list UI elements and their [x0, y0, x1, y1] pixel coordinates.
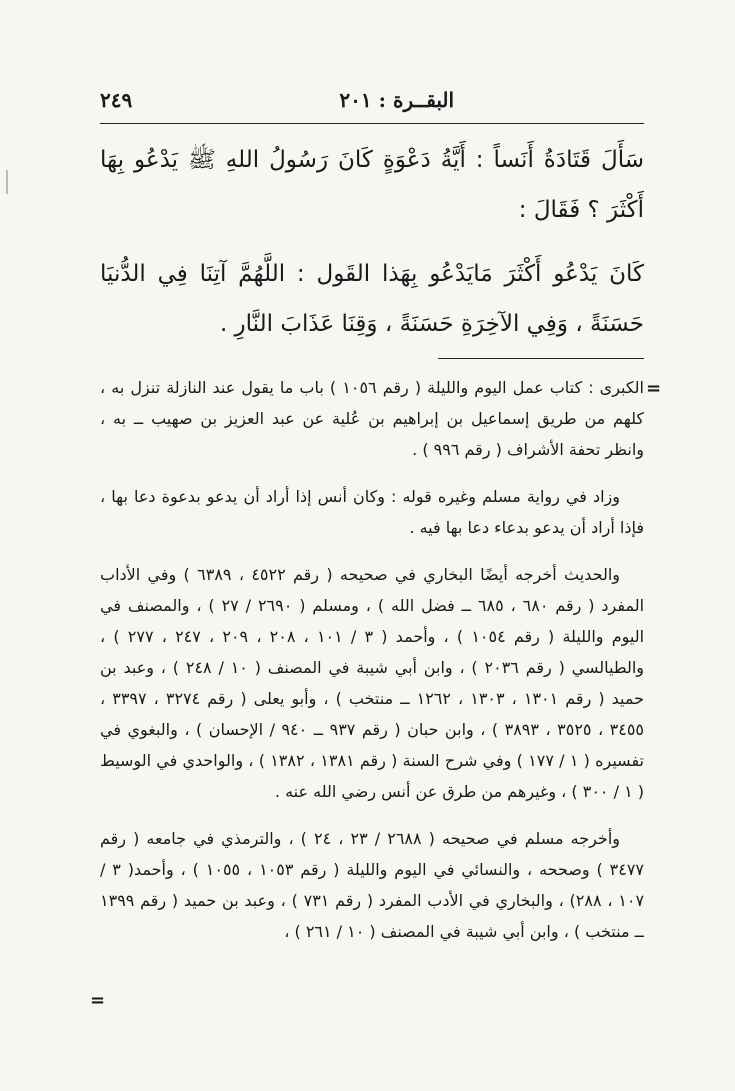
footnotes: [100, 372, 644, 963]
running-title: البقــرة : ٢٠١: [339, 88, 454, 112]
footnote-paragraph: وأخرجه مسلم في صحيحه ( ٢٦٨٨ / ٢٣ ، ٢٤ ) ، والترمذي في جامعه ( رقم ٣٤٧٧ ) وصححه ، والنسائي في اليوم والليلة ( رقم ١٠٥٣ ، ١٠٥٥ ) ، وأحمد( ٣ / ١٠٧ ، ٢٨٨) ، والبخاري في الأدب المفرد ( رقم ٧٣١ ) ، وعبد بن حميد ( رقم ١٣٩٩ ــ منتخب ) ، وابن أبي شيبة في المصنف ( ١٠ / ٢٦١ ) ،: [100, 829, 645, 941]
main-text: [100, 135, 644, 349]
continuation-mark-start: =: [646, 378, 662, 399]
footnote-divider: [438, 358, 644, 359]
header-divider: [100, 123, 644, 124]
page-header: [100, 88, 644, 116]
scan-edge-mark: [6, 170, 8, 194]
footnote-paragraph: والحديث أخرجه أيضًا البخاري في صحيحه ( رقم ٤٥٢٢ ، ٦٣٨٩ ) وفي الأداب المفرد ( رقم ٦٨٠ ، ٦٨٥ ــ فضل الله ) ، ومسلم ( ٢٦٩٠ / ٢٧ ) ، والمصنف في اليوم والليلة ( رقم ١٠٥٤ ) ، وأحمد ( ٣ / ١٠١ ، ٢٠٨ ، ٢٠٩ ، ٢٤٧ ، ٢٧٧ ) ، والطيالسي ( رقم ٢٠٣٦ ) ، وابن أبي شيبة في المصنف ( ١٠ / ٢٤٨ ) ، وعبد بن حميد ( رقم ١٣٠١ ، ١٣٠٣ ، ١٢٦٢ ــ منتخب ) ، وأبو يعلى ( رقم ٣٢٧٤ ، ٣٣٩٧ ، ٣٤٥٥ ، ٣٥٢٥ ، ٣٨٩٣ ) ، وابن حبان ( رقم ٩٣٧ ــ ٩٤٠ / الإحسان ) ، والبغوي في تفسيره ( ١ / ١٧٧ ) وفي شرح السنة ( رقم ١٣٨١ ، ١٣٨٢ ) ، والواحدي في الوسيط ( ١ / ٣٠٠ ) ، وغيرهم من طرق عن أنس رضي الله عنه .: [100, 565, 645, 801]
main-paragraph: سَأَلَ قَتَادَةُ أَنَساً : أَيَّةُ دَعْوَةٍ كَانَ رَسُولُ اللهِ ﷺ يَدْعُو بِهَا أَكْثَرَ ؟ فَقَالَ :: [100, 147, 644, 223]
continuation-mark-end: =: [90, 990, 106, 1011]
main-paragraph: كَانَ يَدْعُو أَكْثَرَ مَايَدْعُو بِهَذا القَول : اللَّهُمَّ آتِنَا فِي الدُّنيَا حَسَنَةً ، وَفِي الآخِرَةِ حَسَنَةً ، وَقِنَا عَذَابَ النَّارِ .: [100, 261, 644, 337]
page-number: ٢٤٩: [100, 88, 133, 112]
footnote-paragraph: الكبرى : كتاب عمل اليوم والليلة ( رقم ١٠٥٦ ) باب ما يقول عند النازلة تنزل به ، كلهم من طريق إسماعيل بن إبراهيم بن عُلية عن عبد العزيز بن صهيب ــ به ، وانظر تحفة الأشراف ( رقم ٩٩٦ ) .: [100, 378, 645, 459]
footnote-paragraph: وزاد في رواية مسلم وغيره قوله : وكان أنس إذا أراد أن يدعو بدعوة دعا بها ، فإذا أراد أن يدعو بدعاء دعا بها فيه .: [100, 487, 644, 537]
